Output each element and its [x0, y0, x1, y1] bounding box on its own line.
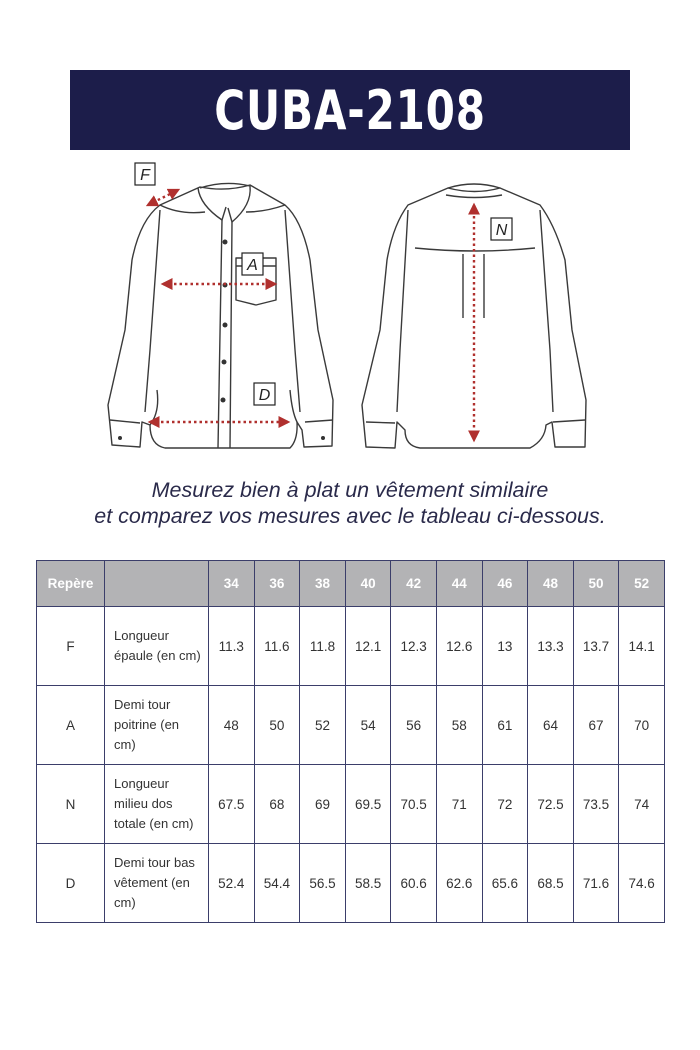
instructions-line-2: et comparez vos mesures avec le tableau ci-dessous. — [94, 504, 606, 528]
row-code: F — [37, 607, 105, 686]
header-size: 36 — [254, 561, 300, 607]
table-cell: 70.5 — [391, 765, 437, 844]
table-row — [37, 844, 665, 923]
header-size: 48 — [528, 561, 574, 607]
table-cell: 71 — [436, 765, 482, 844]
table-cell: 14.1 — [619, 607, 665, 686]
table-cell: 13.3 — [528, 607, 574, 686]
row-label: Demi tour bas vêtement (en cm) — [105, 844, 209, 923]
marker-N: N — [495, 222, 508, 239]
arrow-F — [148, 190, 178, 205]
table-cell: 11.3 — [209, 607, 255, 686]
table-cell: 11.6 — [254, 607, 300, 686]
table-row — [37, 686, 665, 765]
row-code: D — [37, 844, 105, 923]
header-size: 42 — [391, 561, 437, 607]
table-cell: 52 — [300, 686, 346, 765]
table-cell: 74.6 — [619, 844, 665, 923]
header-size: 46 — [482, 561, 528, 607]
table-cell: 68 — [254, 765, 300, 844]
table-cell: 12.1 — [345, 607, 391, 686]
row-label: Longueur épaule (en cm) — [105, 607, 209, 686]
table-cell: 69 — [300, 765, 346, 844]
table-row — [37, 607, 665, 686]
table-cell: 12.6 — [436, 607, 482, 686]
table-cell: 71.6 — [573, 844, 619, 923]
table-cell: 65.6 — [482, 844, 528, 923]
header-label — [105, 561, 209, 607]
header-size: 52 — [619, 561, 665, 607]
table-cell: 72.5 — [528, 765, 574, 844]
table-cell: 56.5 — [300, 844, 346, 923]
table-cell: 12.3 — [391, 607, 437, 686]
header-size: 44 — [436, 561, 482, 607]
marker-D: D — [258, 387, 271, 404]
table-cell: 68.5 — [528, 844, 574, 923]
table-cell: 70 — [619, 686, 665, 765]
table-cell: 56 — [391, 686, 437, 765]
page-title: CUBA-2108 — [214, 78, 486, 142]
marker-F: F — [140, 167, 150, 184]
table-cell: 61 — [482, 686, 528, 765]
table-cell: 67.5 — [209, 765, 255, 844]
table-header-row — [37, 561, 665, 607]
measurement-arrows — [148, 190, 474, 440]
table-cell: 11.8 — [300, 607, 346, 686]
table-row — [37, 765, 665, 844]
header-size: 34 — [209, 561, 255, 607]
table-cell: 67 — [573, 686, 619, 765]
table-cell: 60.6 — [391, 844, 437, 923]
table-cell: 48 — [209, 686, 255, 765]
row-code: N — [37, 765, 105, 844]
table-cell: 69.5 — [345, 765, 391, 844]
table-cell: 13 — [482, 607, 528, 686]
row-label: Longueur milieu dos totale (en cm) — [105, 765, 209, 844]
title-banner — [70, 70, 630, 150]
measuring-instructions — [20, 477, 680, 529]
table-cell: 54.4 — [254, 844, 300, 923]
table-cell: 62.6 — [436, 844, 482, 923]
header-repere: Repère — [37, 561, 105, 607]
table-cell: 50 — [254, 686, 300, 765]
table-cell: 13.7 — [573, 607, 619, 686]
table-cell: 58 — [436, 686, 482, 765]
front-shirt-drawing — [108, 183, 333, 448]
table-cell: 73.5 — [573, 765, 619, 844]
marker-A: A — [247, 257, 258, 274]
header-size: 38 — [300, 561, 346, 607]
table-cell: 54 — [345, 686, 391, 765]
table-cell: 74 — [619, 765, 665, 844]
table-cell: 58.5 — [345, 844, 391, 923]
size-chart-table — [36, 560, 665, 923]
table-cell: 64 — [528, 686, 574, 765]
table-cell: 72 — [482, 765, 528, 844]
row-code: A — [37, 686, 105, 765]
shirt-illustration — [0, 150, 700, 470]
header-size: 40 — [345, 561, 391, 607]
row-label: Demi tour poitrine (en cm) — [105, 686, 209, 765]
table-cell: 52.4 — [209, 844, 255, 923]
instructions-line-1: Mesurez bien à plat un vêtement similaire — [151, 478, 549, 502]
header-size: 50 — [573, 561, 619, 607]
